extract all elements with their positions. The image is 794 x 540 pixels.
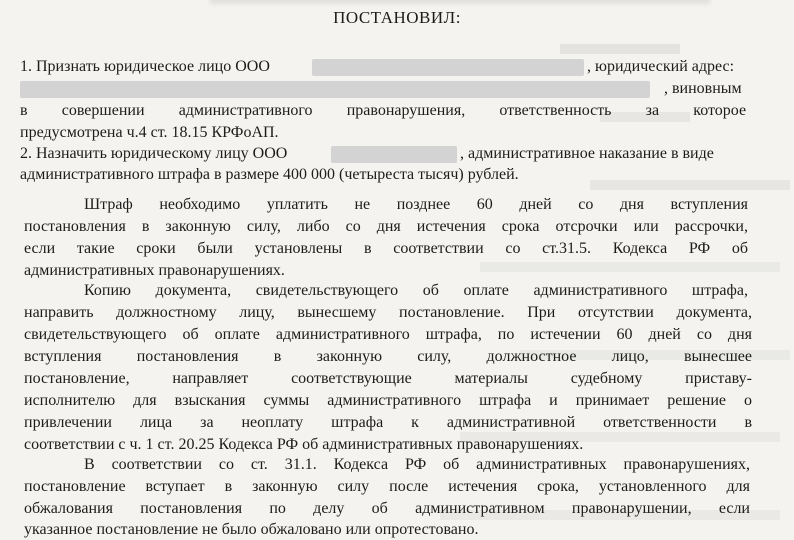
para2-line: вступления постановления в законную силу, должностное лицо, вынесшее <box>24 348 752 365</box>
para1-line: Штраф необходимо уплатить не позднее 60 дней со дня вступления <box>84 196 748 213</box>
clause2-line2: административного штрафа в размере 400 000 (четыреста тысяч) рублей. <box>20 166 519 183</box>
clause1-line2-end: , виновным <box>664 80 742 97</box>
para1-line: постановления в законную силу, либо со дня истечения срока отсрочки или рассрочки, <box>24 218 748 235</box>
para1-line-last: административных правонарушениях. <box>24 262 285 279</box>
redacted-company-name <box>312 59 584 76</box>
clause1-line1-end: , юридический адрес: <box>587 58 735 75</box>
bleed-through-mark <box>480 262 780 272</box>
para3-line: В соответствии со ст. 31.1. Кодекса РФ об административных правонарушениях, <box>84 456 750 473</box>
clause1-line1-start: 1. Признать юридическое лицо ООО <box>20 58 270 75</box>
clause1-line4: предусмотрена ч.4 ст. 18.15 КРФоАП. <box>20 124 279 141</box>
para3-line-last: указанное постановление не было обжаловано или опротестовано. <box>24 521 479 538</box>
bleed-through-mark <box>590 180 790 190</box>
para2-line: направить должностному лицу, вынесшему постановление. При отсутствии документа, <box>24 304 752 321</box>
para2-line: свидетельствующего об оплате административного штрафа, по истечении 60 дней со дня <box>24 326 752 343</box>
bleed-through-mark <box>560 44 680 54</box>
para2-line: постановление, направляет соответствующие материалы судебному приставу- <box>24 370 752 387</box>
redacted-company-name <box>331 146 457 163</box>
scan-edge-shadow <box>210 0 710 4</box>
document-heading: ПОСТАНОВИЛ: <box>333 8 461 27</box>
para3-line: постановление вступает в законную силу после истечения срока, установленного для <box>24 478 750 495</box>
para2-line: привлечении лица за неоплату штрафа к административной ответственности в <box>24 414 752 431</box>
para2-line: Копию документа, свидетельствующего об оплате административного штрафа, <box>84 282 748 299</box>
para3-line: обжалования постановления по делу об административном правонарушении, если <box>24 500 750 517</box>
clause1-line3: в совершении административного правонарушения, ответственность за которое <box>20 102 747 119</box>
clause2-line1-end: , административное наказание в виде <box>460 145 714 162</box>
para2-line-last: соответствии с ч. 1 ст. 20.25 Кодекса РФ об административных правонарушениях. <box>24 436 584 453</box>
para1-line: если такие сроки были установлены в соответствии со ст.31.5. Кодекса РФ об <box>24 240 748 257</box>
clause2-line1-start: 2. Назначить юридическому лицу ООО <box>20 145 288 162</box>
para2-line: исполнителю для взыскания суммы административного штрафа и принимает решение о <box>24 392 752 409</box>
redacted-legal-address <box>20 81 650 98</box>
